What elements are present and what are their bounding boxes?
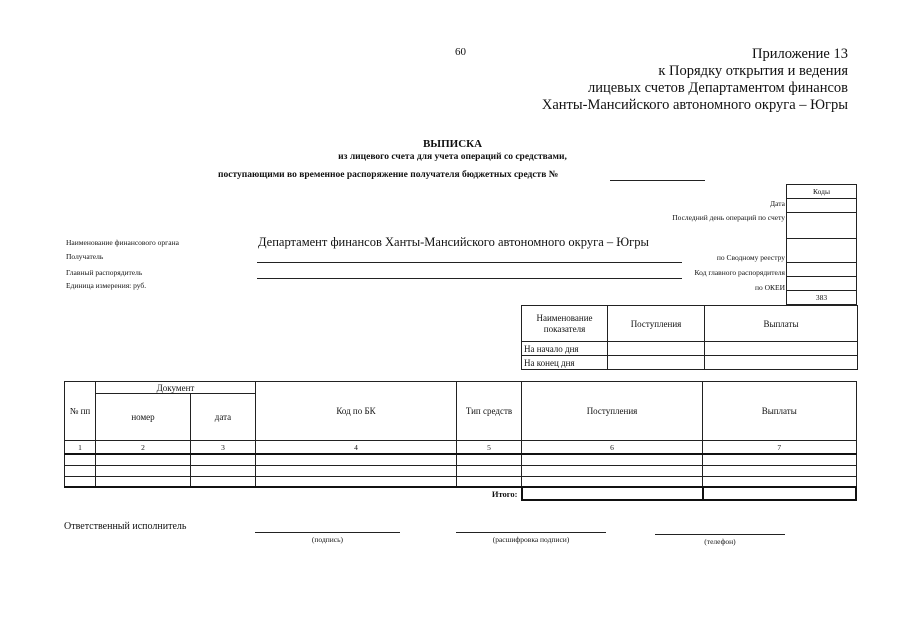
- summary-row-label: На конец дня: [522, 356, 608, 370]
- appendix-line: к Порядку открытия и ведения: [658, 63, 848, 79]
- appendix-line: лицевых счетов Департаментом финансов: [587, 80, 848, 96]
- codes-date-cell[interactable]: [787, 199, 857, 213]
- table-cell[interactable]: [191, 465, 256, 476]
- operations-table: [64, 381, 857, 501]
- table-cell[interactable]: [522, 454, 703, 465]
- appendix-line: Приложение 13: [752, 46, 848, 62]
- summary-header-payments: Выплаты: [705, 306, 858, 342]
- table-cell[interactable]: [703, 454, 857, 465]
- responsible-label: Ответственный исполнитель: [64, 521, 187, 532]
- main-manager-label: Главный распорядитель: [66, 268, 143, 277]
- last-day-label: Последний день операций по счету: [672, 213, 785, 222]
- codes-table: [786, 184, 857, 305]
- table-cell[interactable]: [65, 465, 96, 476]
- table-cell[interactable]: [457, 454, 522, 465]
- codes-empty-cell[interactable]: [787, 239, 857, 263]
- summary-header-receipts: Поступления: [608, 306, 705, 342]
- total-receipts-cell[interactable]: [522, 487, 703, 500]
- table-cell[interactable]: [457, 465, 522, 476]
- recipient-line[interactable]: [257, 262, 682, 263]
- table-cell[interactable]: [703, 476, 857, 487]
- total-label: Итого:: [65, 487, 522, 500]
- total-payments-cell[interactable]: [703, 487, 857, 500]
- codes-svod-cell[interactable]: [787, 263, 857, 277]
- table-cell[interactable]: [96, 465, 191, 476]
- document-subtitle-2: поступающими во временное распоряжение получателя бюджетных средств №: [218, 170, 559, 180]
- appendix-block: [542, 46, 848, 114]
- appendix-line: Ханты-Мансийского автономного округа – Югры: [541, 97, 848, 113]
- fin-org-value: Департамент финансов Ханты-Мансийского автономного округа – Югры: [258, 235, 649, 249]
- table-cell[interactable]: [65, 454, 96, 465]
- col-number-header: номер: [96, 394, 191, 441]
- summary-cell[interactable]: [705, 356, 858, 370]
- col-receipts-header: Поступления: [522, 382, 703, 441]
- table-cell[interactable]: [191, 476, 256, 487]
- signature-line[interactable]: [255, 532, 400, 533]
- table-cell[interactable]: [457, 476, 522, 487]
- col-type-header: Тип средств: [457, 382, 522, 441]
- summary-table: [521, 305, 858, 370]
- col-npp-header: № пп: [65, 382, 96, 441]
- statement-number-field[interactable]: [610, 180, 705, 181]
- document-title: ВЫПИСКА: [422, 138, 483, 150]
- page-number: 60: [455, 46, 466, 58]
- col-kbk-header: Код по БК: [256, 382, 457, 441]
- table-cell[interactable]: [256, 454, 457, 465]
- summary-cell[interactable]: [705, 342, 858, 356]
- okei-label: по ОКЕИ: [754, 283, 785, 292]
- codes-header: Коды: [787, 185, 857, 199]
- phone-line[interactable]: [655, 534, 785, 535]
- col-number-label: 1: [65, 441, 96, 455]
- signature-caption: (подпись): [311, 535, 344, 544]
- table-cell[interactable]: [65, 476, 96, 487]
- table-cell[interactable]: [522, 476, 703, 487]
- table-cell[interactable]: [256, 476, 457, 487]
- glav-label: Код главного распорядителя: [694, 268, 785, 277]
- col-number-label: 6: [522, 441, 703, 455]
- unit-label: Единица измерения: руб.: [66, 281, 147, 290]
- summary-cell[interactable]: [608, 356, 705, 370]
- codes-glav-cell[interactable]: [787, 277, 857, 291]
- col-payments-header: Выплаты: [703, 382, 857, 441]
- col-number-label: 3: [191, 441, 256, 455]
- summary-header-indicator: Наименование показателя: [522, 306, 608, 342]
- fin-org-label: Наименование финансового органа: [66, 238, 179, 247]
- table-cell[interactable]: [96, 454, 191, 465]
- summary-cell[interactable]: [608, 342, 705, 356]
- codes-last-day-cell[interactable]: [787, 213, 857, 239]
- col-number-label: 7: [703, 441, 857, 455]
- document-subtitle: из лицевого счета для учета операций со средствами,: [338, 152, 567, 162]
- col-number-label: 2: [96, 441, 191, 455]
- table-cell[interactable]: [256, 465, 457, 476]
- recipient-label: Получатель: [66, 252, 104, 261]
- table-cell[interactable]: [191, 454, 256, 465]
- phone-caption: (телефон): [704, 537, 736, 546]
- main-manager-line[interactable]: [257, 278, 682, 279]
- table-cell[interactable]: [522, 465, 703, 476]
- col-number-label: 5: [457, 441, 522, 455]
- decoding-line[interactable]: [456, 532, 606, 533]
- svod-label: по Сводному реестру: [716, 253, 785, 262]
- table-cell[interactable]: [703, 465, 857, 476]
- col-date-header: дата: [191, 394, 256, 441]
- decoding-caption: (расшифровка подписи): [492, 535, 570, 544]
- codes-okei-cell: 383: [787, 291, 857, 305]
- summary-row-label: На начало дня: [522, 342, 608, 356]
- date-label: Дата: [770, 199, 785, 208]
- table-cell[interactable]: [96, 476, 191, 487]
- col-document-header: Документ: [96, 382, 256, 394]
- col-number-label: 4: [256, 441, 457, 455]
